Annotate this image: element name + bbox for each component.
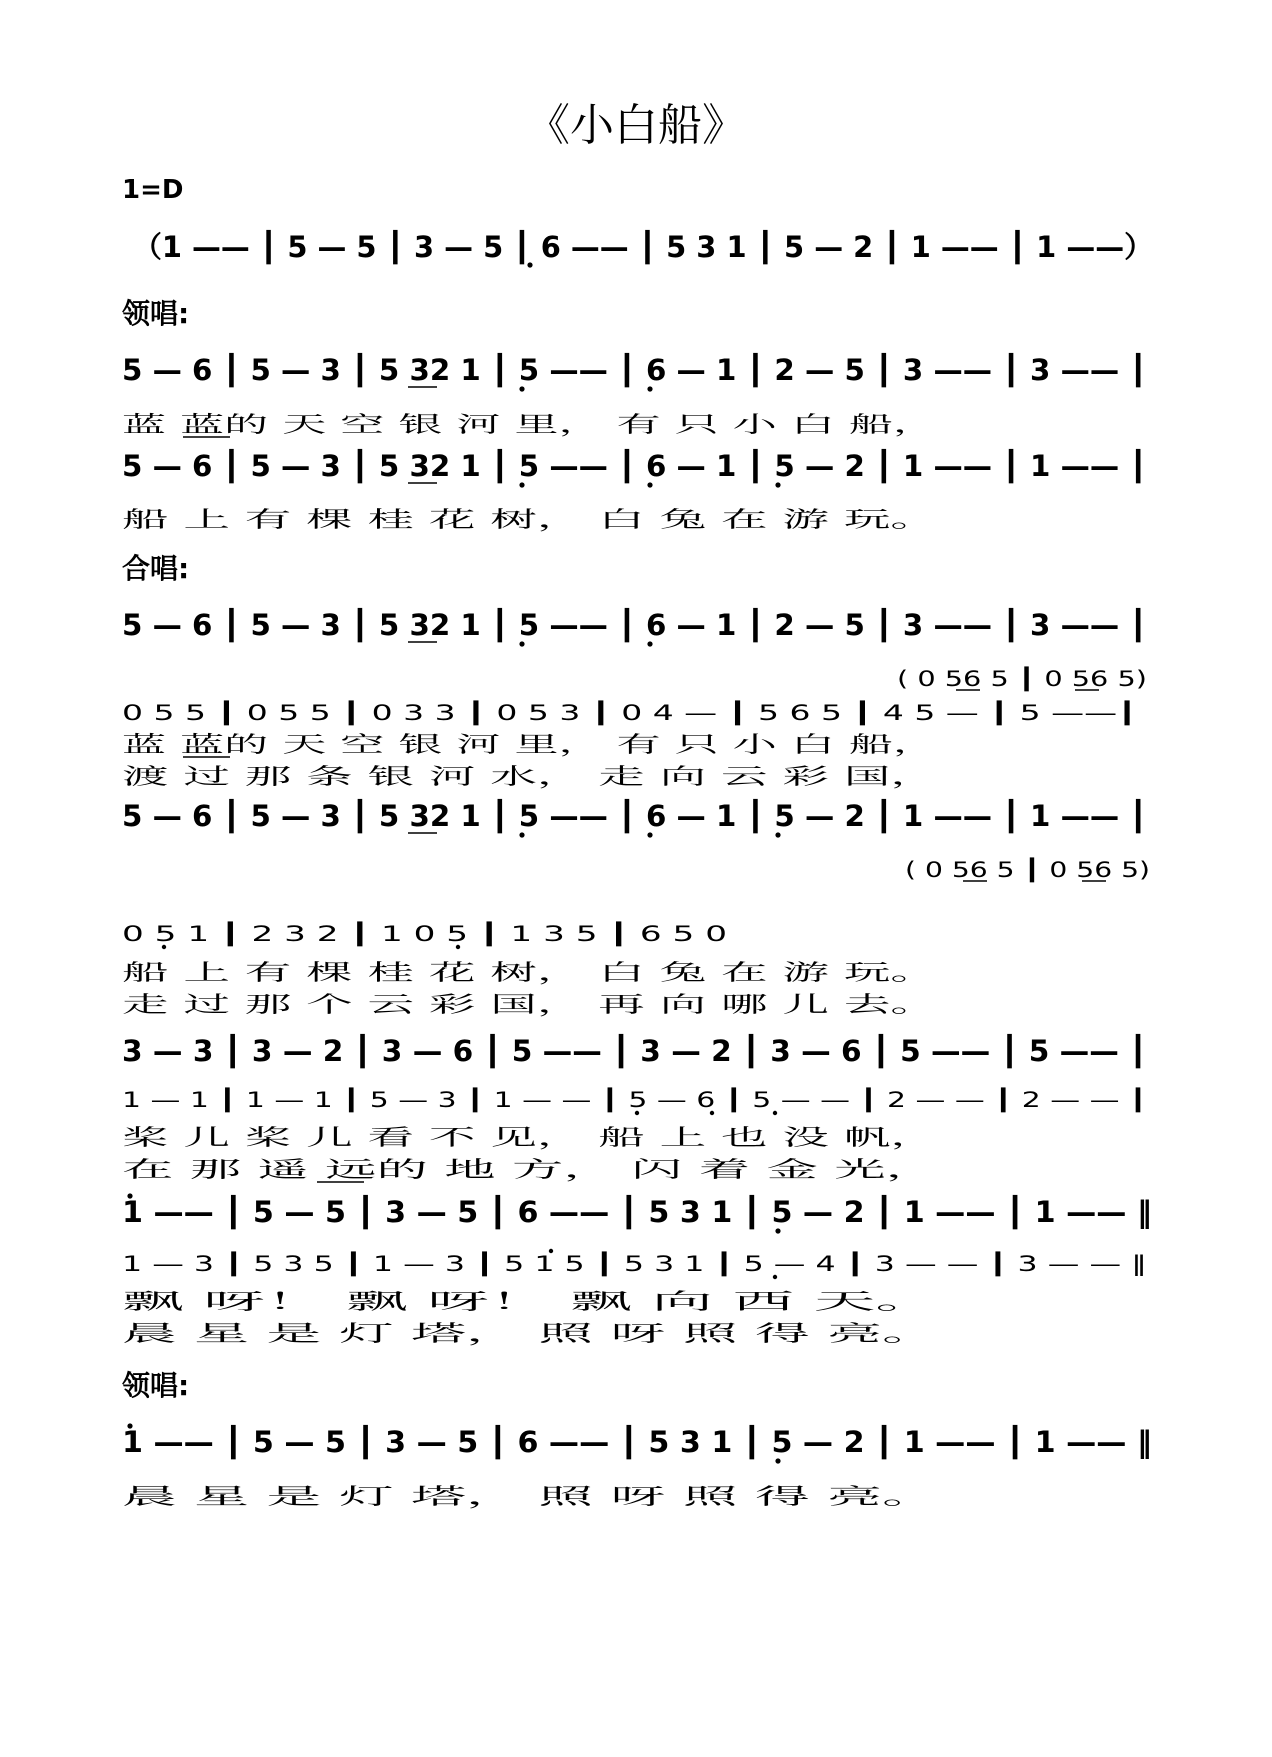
melody-line-1: 5 — 6 ┃ 5 — 3 ┃ 5 32 1 ┃ 5 —— ┃ 6 — 1 ┃ 2 — 5 ┃ 3 —— ┃ 3 —— ┃ — [122, 353, 1138, 387]
lower-octave-dot — [773, 1275, 777, 1279]
upper-octave-dot — [127, 1193, 132, 1198]
lower-octave-dot — [519, 832, 524, 837]
lower-octave-dot — [775, 1228, 780, 1233]
intro-notation: （1 —— ┃ 5 — 5 ┃ 3 — 5 ┃ 6 —— ┃ 5 3 1 ┃ 5 — 2 ┃ 1 —— ┃ 1 ——） — [133, 230, 1158, 264]
lower-octave-dot — [775, 832, 780, 837]
lyric-line-2: 船 上 有 棵 桂 花 树， 白 兔 在 游 玩。 — [122, 508, 937, 533]
lyric-line-1: 蓝 蓝的 天 空 银 河 里， 有 只 小 白 船， — [122, 413, 937, 438]
lyric-line-3a: 蓝 蓝的 天 空 银 河 里， 有 只 小 白 船， — [122, 733, 937, 758]
lyric-line-3b: 渡 过 那 条 银 河 水， 走 向 云 彩 国， — [122, 765, 937, 790]
lower-octave-dot — [519, 386, 524, 391]
lower-octave-dot — [635, 1111, 639, 1115]
lower-octave-dot — [647, 482, 652, 487]
song-title: 《小白船》 — [526, 100, 746, 151]
melody-line-3: 5 — 6 ┃ 5 — 3 ┃ 5 32 1 ┃ 5 —— ┃ 6 — 1 ┃ 2 — 5 ┃ 3 —— ┃ 3 —— ┃ — [122, 608, 1138, 642]
lyric-line-4a: 船 上 有 棵 桂 花 树， 白 兔 在 游 玩。 — [122, 961, 937, 986]
lyric-line-5b: 在 那 遥 远的 地 方， 闪 着 金 光， — [122, 1158, 937, 1183]
melody-line-2: 5 — 6 ┃ 5 — 3 ┃ 5 32 1 ┃ 5 —— ┃ 6 — 1 ┃ 5 — 2 ┃ 1 —— ┃ 1 —— ┃ — [122, 449, 1138, 483]
lower-octave-dot — [647, 641, 652, 646]
harmony-line-6: 1 — 3 ┃ 5 3 5 ┃ 1 — 3 ┃ 5 1 5 ┃ 5 3 1 ┃ 5 — 4 ┃ 3 — — ┃ 3 — — ‖ — [122, 1252, 803, 1276]
lower-octave-dot — [775, 482, 780, 487]
pickup-line-4: ( 0 56 5 ┃ 0 56 5) — [905, 858, 1088, 882]
lower-octave-dot — [519, 482, 524, 487]
harmony-line-5: 1 — 1 ┃ 1 — 1 ┃ 5 — 3 ┃ 1 — — ┃ 5 — 6 ┃ 5 — — ┃ 2 — — ┃ 2 — — ┃ — [122, 1088, 843, 1112]
lyric-line-6a: 飘 呀！ 飘 呀！ 飘 向 西 天。 — [122, 1290, 937, 1315]
melody-line-5: 3 — 3 ┃ 3 — 2 ┃ 3 — 6 ┃ 5 —— ┃ 3 — 2 ┃ 3 — 6 ┃ 5 —— ┃ 5 —— ┃ — [122, 1034, 1126, 1068]
lyric-line-5a: 桨 儿 桨 儿 看 不 见， 船 上 也 没 帆， — [122, 1126, 937, 1151]
lyric-line-7: 晨 星 是 灯 塔， 照 呀 照 得 亮。 — [122, 1485, 937, 1510]
lower-octave-dot — [162, 945, 166, 949]
melody-line-6: 1 —— ┃ 5 — 5 ┃ 3 — 5 ┃ 6 —— ┃ 5 3 1 ┃ 5 — 2 ┃ 1 —— ┃ 1 —— ‖ — [122, 1195, 1113, 1229]
section-lead-label-2: 领唱: — [122, 1369, 190, 1402]
section-lead-label: 领唱: — [122, 297, 190, 330]
lower-octave-dot — [456, 945, 460, 949]
octave-dots — [127, 262, 780, 1463]
upper-octave-dot — [549, 1249, 553, 1253]
lower-octave-dot — [710, 1111, 714, 1115]
pickup-line-3: ( 0 56 5 ┃ 0 56 5) — [897, 667, 1080, 691]
lower-octave-dot — [775, 1458, 780, 1463]
harmony-line-4: 0 5 1 ┃ 2 3 2 ┃ 1 0 5 ┃ 1 3 5 ┃ 6 5 0 — [122, 922, 494, 946]
section-chorus-label: 合唱: — [122, 552, 190, 585]
lower-octave-dot — [647, 386, 652, 391]
lyric-line-4b: 走 过 那 个 云 彩 国， 再 向 哪 儿 去。 — [122, 993, 937, 1018]
lower-octave-dot — [519, 641, 524, 646]
lower-octave-dot — [773, 1111, 777, 1115]
lower-octave-dot — [527, 262, 532, 267]
harmony-line-3: 0 5 5 ┃ 0 5 5 ┃ 0 3 3 ┃ 0 5 3 ┃ 0 4 — ┃ 5 6 5 ┃ 4 5 — ┃ 5 ——┃ — [122, 701, 768, 725]
key-signature: 1=D — [122, 175, 184, 205]
lower-octave-dot — [647, 832, 652, 837]
melody-line-4: 5 — 6 ┃ 5 — 3 ┃ 5 32 1 ┃ 5 —— ┃ 6 — 1 ┃ 5 — 2 ┃ 1 —— ┃ 1 —— ┃ — [122, 799, 1138, 833]
melody-line-7: 1 —— ┃ 5 — 5 ┃ 3 — 5 ┃ 6 —— ┃ 5 3 1 ┃ 5 — 2 ┃ 1 —— ┃ 1 —— ‖ — [122, 1425, 1113, 1459]
upper-octave-dot — [127, 1423, 132, 1428]
lyric-line-6b: 晨 星 是 灯 塔， 照 呀 照 得 亮。 — [122, 1322, 937, 1347]
